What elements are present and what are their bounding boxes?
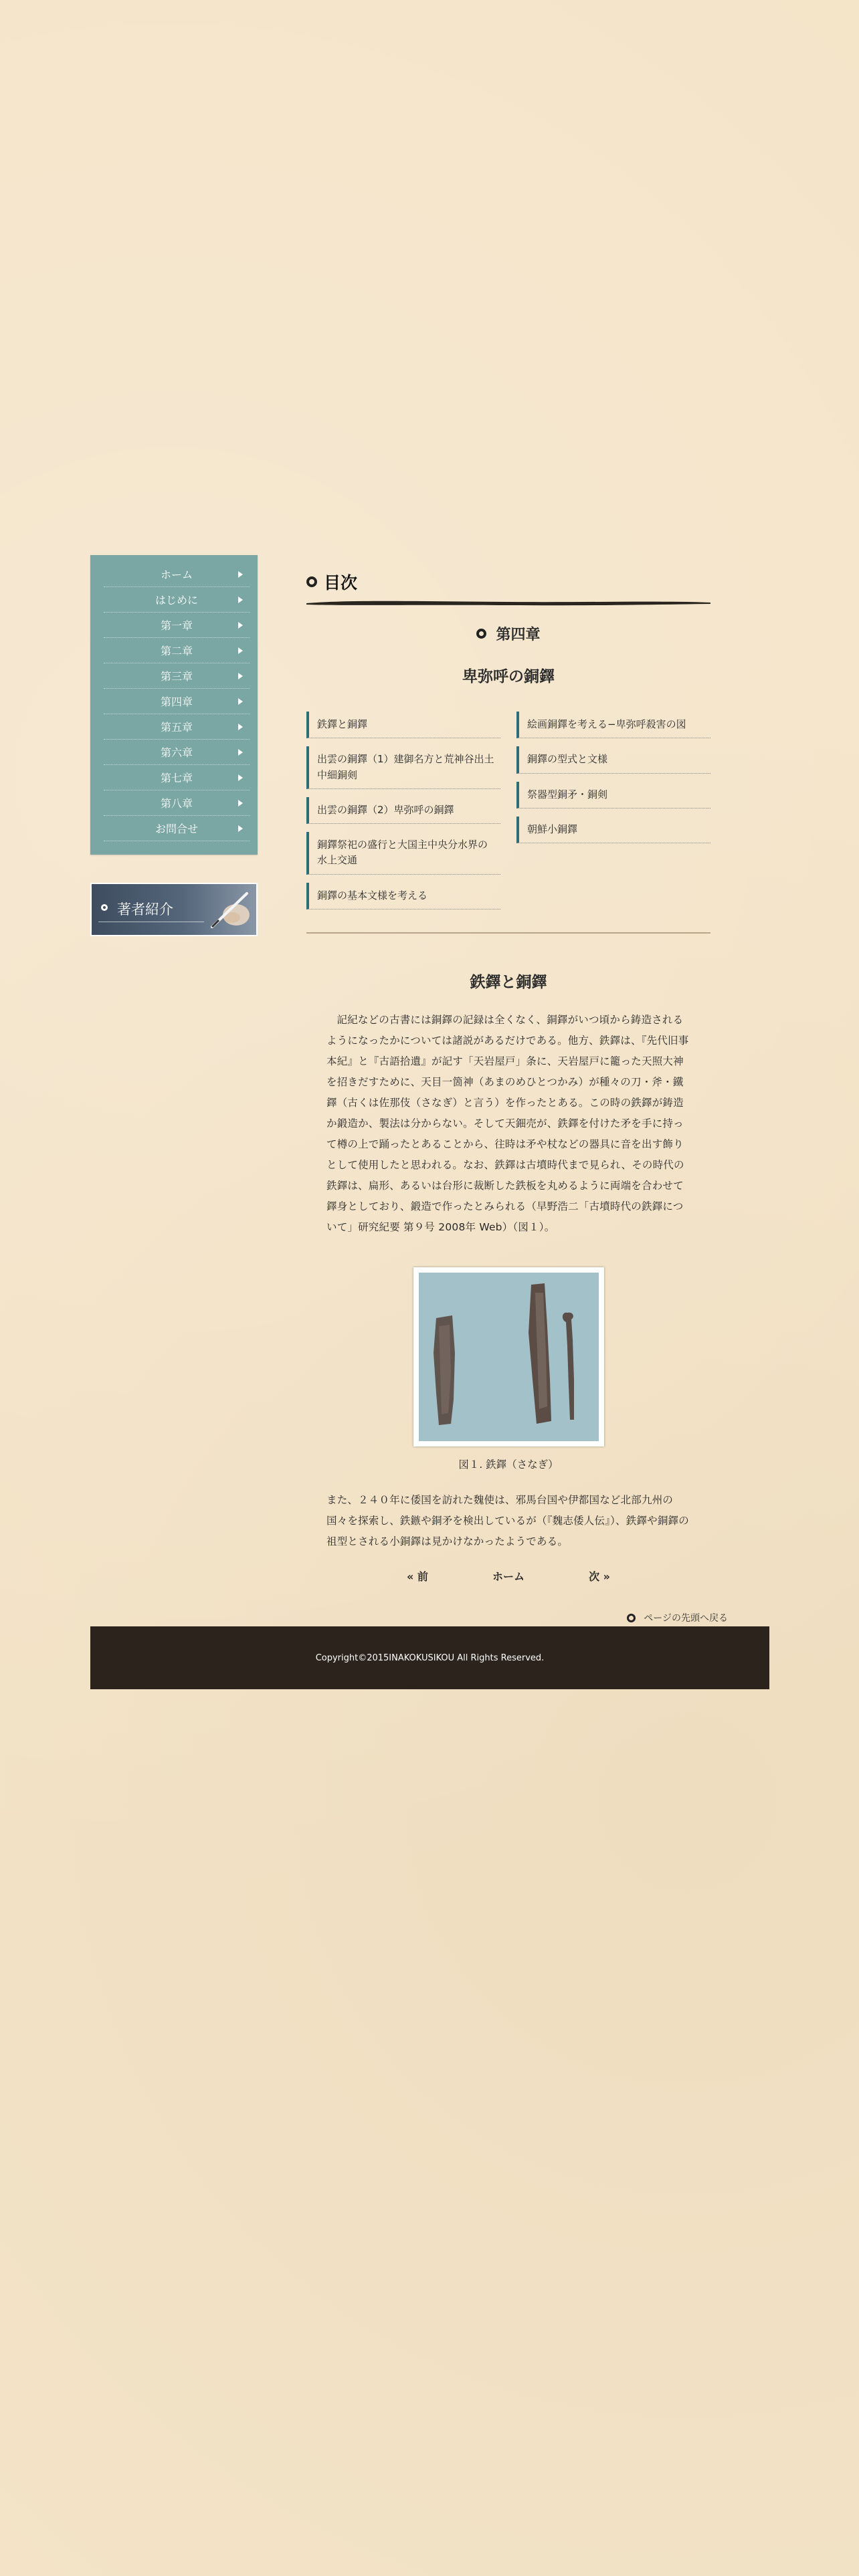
- back-to-top-label: ページの先頭へ戻る: [644, 1613, 728, 1624]
- footer: [90, 1626, 769, 1689]
- copyright-text: Copyright©2015INAKOKUSIKOU All Rights Reserved.: [315, 1652, 545, 1663]
- ring-bullet-icon: [476, 629, 486, 639]
- brush-stroke-divider: [306, 598, 710, 607]
- ring-bullet-icon: [627, 1614, 636, 1622]
- nav-label: 第五章: [160, 721, 193, 734]
- chapter-heading: [306, 623, 710, 644]
- nav-chapter-8[interactable]: [104, 790, 250, 816]
- toc-link[interactable]: 絵画銅鐸を考える−卑弥呼殺害の図: [516, 712, 710, 738]
- toc-column-left: [306, 712, 500, 918]
- toc-link[interactable]: 鉄鐸と銅鐸: [306, 712, 500, 738]
- nav-chapter-5[interactable]: [104, 714, 250, 740]
- pen-in-hand-icon: [205, 888, 251, 931]
- chevron-right-icon: [238, 673, 243, 679]
- toc-heading: [306, 568, 710, 595]
- nav-label: ホーム: [160, 568, 193, 581]
- nav-label: はじめに: [155, 594, 198, 607]
- chevron-right-icon: [238, 571, 243, 578]
- pager: [306, 1568, 710, 1584]
- chevron-right-icon: [238, 774, 243, 781]
- nav-chapter-7[interactable]: [104, 765, 250, 790]
- toc-link[interactable]: 祭器型銅矛・銅剣: [516, 782, 710, 809]
- article-paragraph: 記紀などの古書には銅鐸の記録は全くなく、銅鐸がいつ頃から鋳造されるようになったかについては諸説があるだけである。他方、鉄鐸は、『先代旧事本紀』と『古語拾遺』が記す「天岩屋戸」条に、天岩屋戸に籠った天照大神を招きだすために、天目一箇神（あまのめひとつかみ）が種々の刀・斧・鐵鐸（古くは佐那伎（さなぎ）と言う）を作ったとある。この時の鉄鐸が鋳造か鍛造か、製法は分からない。そして天鈿売が、鉄鐸を付けた矛を手に持って樽の上で踊ったとあることから、往時は矛や杖などの器具に音を出す飾りとして使用したと思われる。なお、鉄鐸は古墳時代まで見られ、その時代の鉄鐸は、扁形、あるいは台形に裁断した鉄板を丸めるように両端を合わせて鐸身としており、鍛造で作ったとみられる（早野浩二「古墳時代の鉄鐸について」研究紀要 第９号 2008年 Web）（図１）。: [326, 1014, 689, 1233]
- toc-link[interactable]: 銅鐸祭祀の盛行と大国主中央分水界の水上交通: [306, 832, 500, 875]
- chevron-right-icon: [238, 647, 243, 654]
- toc-link[interactable]: 銅鐸の型式と文様: [516, 746, 710, 773]
- toc-links: [306, 712, 710, 918]
- nav-label: 第二章: [160, 645, 193, 657]
- nav-label: 第七章: [160, 772, 193, 784]
- nav-chapter-3[interactable]: [104, 663, 250, 689]
- chevron-right-icon: [238, 597, 243, 603]
- chapter-label: 第四章: [496, 627, 541, 643]
- home-link[interactable]: ホーム: [492, 1570, 524, 1583]
- ring-bullet-icon: [101, 904, 108, 911]
- sidebar-nav: [90, 555, 258, 855]
- section-divider: [306, 932, 710, 934]
- nav-chapter-6[interactable]: [104, 740, 250, 765]
- chevron-right-icon: [238, 800, 243, 807]
- chevron-right-icon: [238, 698, 243, 705]
- nav-label: 第一章: [160, 619, 193, 632]
- toc-link[interactable]: 銅鐸の基本文様を考える: [306, 883, 500, 909]
- author-intro-label: 著者紹介: [117, 901, 173, 918]
- nav-label: 第四章: [160, 695, 193, 708]
- nav-introduction[interactable]: [104, 587, 250, 613]
- chevron-right-icon: [238, 825, 243, 832]
- main-content: [306, 568, 728, 1624]
- toc-link[interactable]: 出雲の銅鐸（1）建御名方と荒神谷出土中細銅剣: [306, 746, 500, 789]
- chapter-subtitle: 卑弥呼の銅鐸: [462, 668, 555, 685]
- nav-chapter-2[interactable]: [104, 638, 250, 663]
- chevron-right-icon: [238, 749, 243, 756]
- ring-bullet-icon: [306, 576, 317, 587]
- toc-column-right: [516, 712, 710, 918]
- nav-label: お問合せ: [155, 823, 198, 835]
- nav-contact[interactable]: [104, 816, 250, 841]
- toc-link[interactable]: 出雲の銅鐸（2）卑弥呼の銅鐸: [306, 797, 500, 824]
- nav-label: 第六章: [160, 746, 193, 759]
- toc-link[interactable]: 朝鮮小銅鐸: [516, 817, 710, 843]
- chevron-right-icon: [238, 622, 243, 629]
- article-paragraph: また、２４０年に倭国を訪れた魏使は、邪馬台国や伊都国など北部九州の国々を探索し、鉄鏃や銅矛を検出しているが（『魏志倭人伝』）、鉄鐸や銅鐸の祖型とされる小銅鐸は見かけなかったようである。: [326, 1494, 689, 1547]
- toc-title: 目次: [324, 573, 358, 593]
- nav-chapter-4[interactable]: [104, 689, 250, 714]
- nav-label: 第三章: [160, 670, 193, 683]
- chevron-right-icon: [238, 724, 243, 730]
- article-title: 鉄鐸と銅鐸: [470, 974, 547, 991]
- figure-iron-bells: [413, 1267, 604, 1446]
- sidebar: [90, 555, 258, 936]
- figure-caption: 図１. 鉄鐸（さなぎ）: [458, 1459, 559, 1471]
- nav-label: 第八章: [160, 797, 193, 810]
- iron-bell-artifacts-image: [419, 1273, 599, 1441]
- back-to-top-link[interactable]: [627, 1611, 728, 1624]
- next-page-link[interactable]: 次 »: [589, 1570, 610, 1583]
- nav-chapter-1[interactable]: [104, 613, 250, 638]
- author-intro-banner[interactable]: [90, 883, 258, 936]
- prev-page-link[interactable]: « 前: [407, 1570, 428, 1583]
- nav-home[interactable]: [104, 562, 250, 587]
